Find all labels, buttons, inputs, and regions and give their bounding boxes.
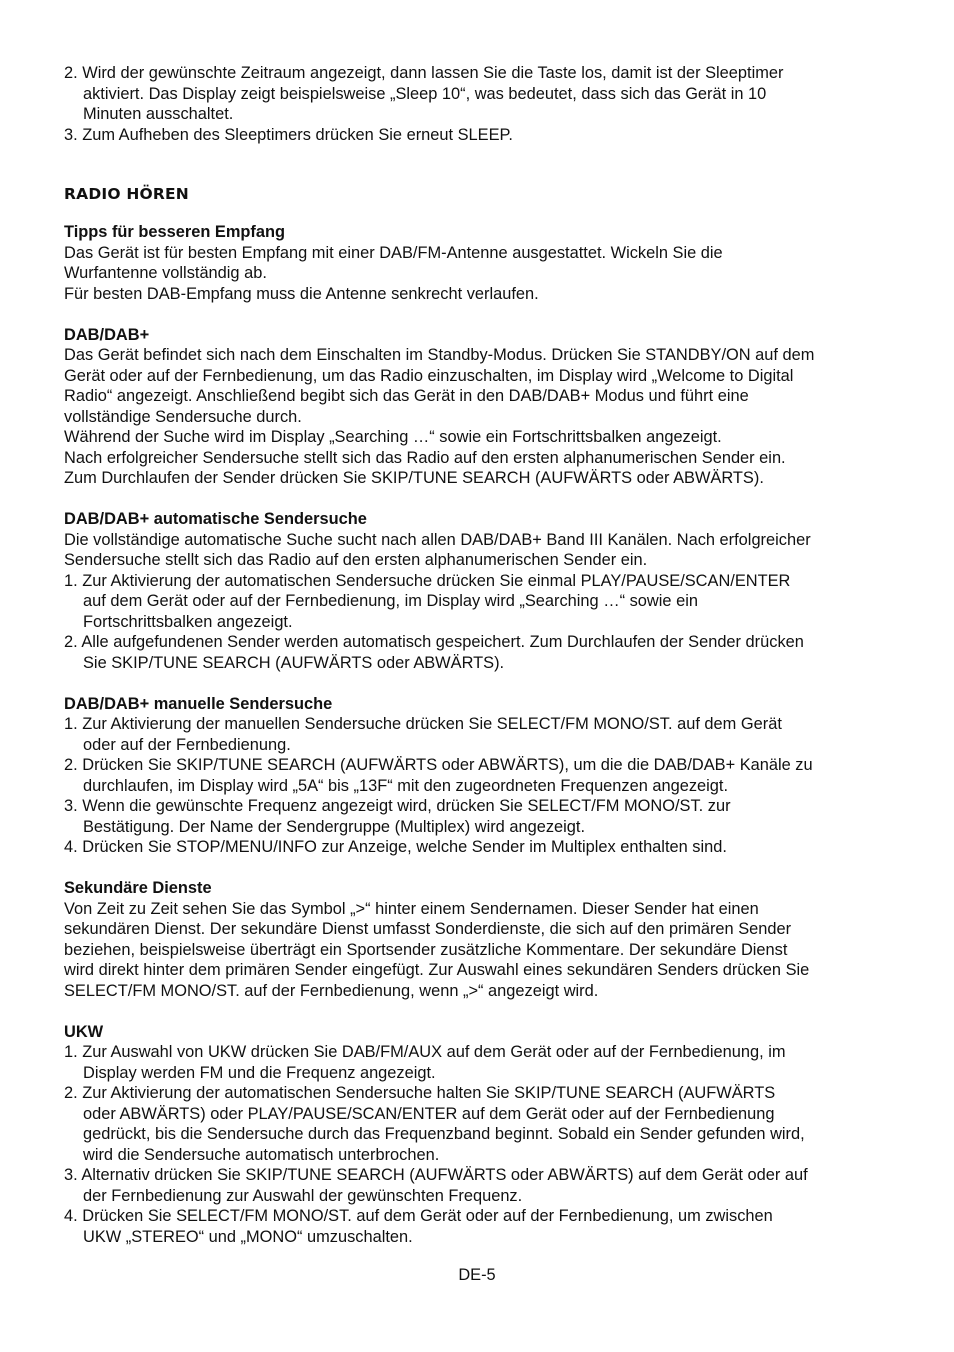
auto-search-section	[64, 509, 896, 673]
list-item	[64, 125, 896, 146]
list-continuation-line: UKW „STEREO“ und „MONO“ umzuschalten.	[83, 1227, 413, 1246]
ukw-steps	[64, 1042, 896, 1247]
text-line: Das Gerät ist für besten Empfang mit einer DAB/FM-Antenne ausgestattet. Wickeln Sie die	[64, 243, 723, 262]
list-item	[64, 837, 896, 858]
secondary-services-heading: Sekundäre Dienste	[64, 879, 212, 897]
list-item-first-line	[64, 837, 896, 858]
list-item-first-line	[64, 755, 896, 776]
text-line: Zum Durchlaufen der Sender drücken Sie SKIP/TUNE SEARCH (AUFWÄRTS oder ABWÄRTS).	[64, 469, 764, 487]
text-line: wird direkt hinter dem primären Sender eingefügt. Zur Auswahl eines sekundären Senders drücken Sie	[64, 961, 810, 979]
list-continuation-line: der Fernbedienung zur Auswahl der gewünschten Frequenz.	[83, 1186, 523, 1205]
list-item	[64, 571, 896, 633]
list-item	[64, 1165, 896, 1206]
ukw-section	[64, 1022, 896, 1248]
text-line: SELECT/FM MONO/ST. auf der Fernbedienung, wenn „>“ angezeigt wird.	[64, 981, 599, 1000]
list-item	[64, 1206, 896, 1247]
manual-search-heading: DAB/DAB+ manuelle Sendersuche	[64, 694, 333, 713]
list-continuation-line: wird die Sendersuche automatisch unterbrochen.	[83, 1145, 440, 1164]
text-line: Radio“ angezeigt. Anschließend begibt sich das Gerät in den DAB/DAB+ Modus und führt eine	[64, 387, 749, 405]
text-line: Von Zeit zu Zeit sehen Sie das Symbol „>“ hinter einem Sendernamen. Dieser Sender hat einen	[64, 899, 759, 918]
ukw-heading: UKW	[64, 1022, 104, 1041]
list-item-first-line	[64, 1042, 896, 1063]
list-text: Zur Aktivierung der manuellen Sendersuche drücken Sie SELECT/FM MONO/ST. auf dem Gerät	[82, 715, 782, 733]
list-number: 2.	[64, 633, 78, 651]
list-number: 2.	[64, 1084, 78, 1102]
list-continuation-line: Minuten ausschaltet.	[83, 105, 234, 123]
list-continuation-line: Bestätigung. Der Name der Sendergruppe (Multiplex) wird angezeigt.	[83, 817, 585, 836]
tipps-heading: Tipps für besseren Empfang	[64, 223, 286, 241]
list-number: 3.	[64, 797, 78, 815]
list-continuation-line: Fortschrittsbalken angezeigt.	[83, 612, 293, 631]
list-text: Wird der gewünschte Zeitraum angezeigt, dann lassen Sie die Taste los, damit ist der Sleeptimer	[82, 64, 784, 82]
list-item	[64, 714, 896, 755]
list-item-first-line	[64, 1083, 896, 1104]
list-number: 3.	[64, 125, 78, 144]
list-item-first-line	[64, 63, 896, 84]
secondary-services-section	[64, 878, 896, 1001]
list-text: Zur Aktivierung der automatischen Sendersuche halten Sie SKIP/TUNE SEARCH (AUFWÄRTS	[82, 1084, 776, 1102]
list-item-first-line	[64, 1206, 896, 1227]
list-item-first-line	[64, 632, 896, 653]
list-continuation-line: Display werden FM und die Frequenz angezeigt.	[83, 1063, 436, 1082]
list-number: 2.	[64, 756, 78, 774]
dab-section	[64, 325, 896, 489]
list-item-first-line	[64, 571, 896, 592]
list-item-first-line	[64, 796, 896, 817]
list-item-first-line	[64, 714, 896, 735]
text-line: Während der Suche wird im Display „Searching …“ sowie ein Fortschrittsbalken angezeigt.	[64, 428, 722, 446]
intro-list	[64, 63, 896, 145]
list-continuation-line: Sie SKIP/TUNE SEARCH (AUFWÄRTS oder ABWÄRTS).	[83, 653, 505, 672]
page-number: DE-5	[458, 1266, 496, 1284]
manual-search-steps	[64, 714, 896, 858]
list-number: 4.	[64, 1207, 78, 1225]
list-number: 1.	[64, 1043, 78, 1061]
list-item	[64, 1042, 896, 1083]
list-item	[64, 755, 896, 796]
list-number: 2.	[64, 64, 78, 82]
manual-search-section	[64, 694, 896, 858]
list-text: Alternativ drücken Sie SKIP/TUNE SEARCH (AUFWÄRTS oder ABWÄRTS) auf dem Gerät oder auf	[81, 1166, 808, 1184]
list-continuation-line: durchlaufen, im Display wird „5A“ bis „13F“ mit den zugeordneten Frequenzen angezeigt.	[83, 776, 729, 795]
list-number: 4.	[64, 838, 78, 856]
secondary-services-body	[64, 899, 896, 1002]
text-line: beziehen, beispielsweise überträgt ein Sportsender zusätzliche Kommentare. Der sekundäre Dienst	[64, 940, 788, 959]
list-text: Zum Aufheben des Sleeptimers drücken Sie erneut SLEEP.	[82, 125, 513, 144]
text-line: vollständige Sendersuche durch.	[64, 407, 302, 426]
text-line: Die vollständige automatische Suche sucht nach allen DAB/DAB+ Band III Kanälen. Nach erfolgreicher	[64, 530, 811, 549]
text-line: sekundären Dienst. Der sekundäre Dienst umfasst Sonderdienste, die sich auf den primären Sender	[64, 920, 792, 938]
auto-search-steps	[64, 571, 896, 674]
list-continuation-line: aktiviert. Das Display zeigt beispielsweise „Sleep 10“, was bedeutet, dass sich das Gerät in 10	[83, 84, 767, 103]
text-line: Gerät oder auf der Fernbedienung, um das Radio einzuschalten, im Display wird „Welcome to Digital	[64, 366, 794, 385]
section-title: RADIO HÖREN	[64, 184, 189, 203]
list-item-first-line	[64, 1165, 896, 1186]
dab-body	[64, 345, 896, 489]
list-text: Drücken Sie STOP/MENU/INFO zur Anzeige, welche Sender im Multiplex enthalten sind.	[82, 838, 727, 856]
list-continuation-line: gedrückt, bis die Sendersuche durch das Frequenzband beginnt. Sobald ein Sender gefunden wird,	[83, 1125, 805, 1143]
list-text: Drücken Sie SKIP/TUNE SEARCH (AUFWÄRTS oder ABWÄRTS), um die die DAB/DAB+ Kanäle zu	[82, 756, 813, 774]
list-text: Zur Aktivierung der automatischen Sendersuche drücken Sie einmal PLAY/PAUSE/SCAN/ENTER	[82, 571, 791, 590]
tipps-body	[64, 243, 896, 305]
list-continuation-line: oder auf der Fernbedienung.	[83, 735, 291, 754]
dab-heading: DAB/DAB+	[64, 325, 150, 344]
text-line: Wurfantenne vollständig ab.	[64, 264, 267, 282]
list-item	[64, 63, 896, 125]
list-item	[64, 796, 896, 837]
list-text: Wenn die gewünschte Frequenz angezeigt wird, drücken Sie SELECT/FM MONO/ST. zur	[82, 797, 731, 815]
list-item	[64, 632, 896, 673]
list-number: 1.	[64, 715, 78, 733]
auto-search-body	[64, 530, 896, 571]
list-text: Zur Auswahl von UKW drücken Sie DAB/FM/AUX auf dem Gerät oder auf der Fernbedienung, im	[82, 1043, 786, 1061]
text-line: Für besten DAB-Empfang muss die Antenne senkrecht verlaufen.	[64, 284, 539, 303]
auto-search-heading: DAB/DAB+ automatische Sendersuche	[64, 510, 367, 528]
list-text: Alle aufgefundenen Sender werden automatisch gespeichert. Zum Durchlaufen der Sender drücken	[81, 633, 804, 651]
list-number: 1.	[64, 571, 78, 590]
text-line: Sendersuche stellt sich das Radio auf den ersten alphanumerischen Sender ein.	[64, 551, 648, 569]
list-continuation-line: auf dem Gerät oder auf der Fernbedienung, im Display wird „Searching …“ sowie ein	[83, 592, 698, 610]
document-page	[64, 63, 896, 1247]
list-text: Drücken Sie SELECT/FM MONO/ST. auf dem Gerät oder auf der Fernbedienung, um zwischen	[82, 1207, 773, 1225]
list-item-first-line	[64, 125, 896, 146]
list-number: 3.	[64, 1166, 78, 1184]
text-line: Nach erfolgreicher Sendersuche stellt sich das Radio auf den ersten alphanumerischen Sender ein.	[64, 448, 786, 467]
list-continuation-line: oder ABWÄRTS) oder PLAY/PAUSE/SCAN/ENTER auf dem Gerät oder auf der Fernbedienung	[83, 1104, 775, 1123]
list-item	[64, 1083, 896, 1165]
text-line: Das Gerät befindet sich nach dem Einschalten im Standby-Modus. Drücken Sie STANDBY/ON auf dem	[64, 346, 815, 364]
tipps-section	[64, 222, 896, 304]
